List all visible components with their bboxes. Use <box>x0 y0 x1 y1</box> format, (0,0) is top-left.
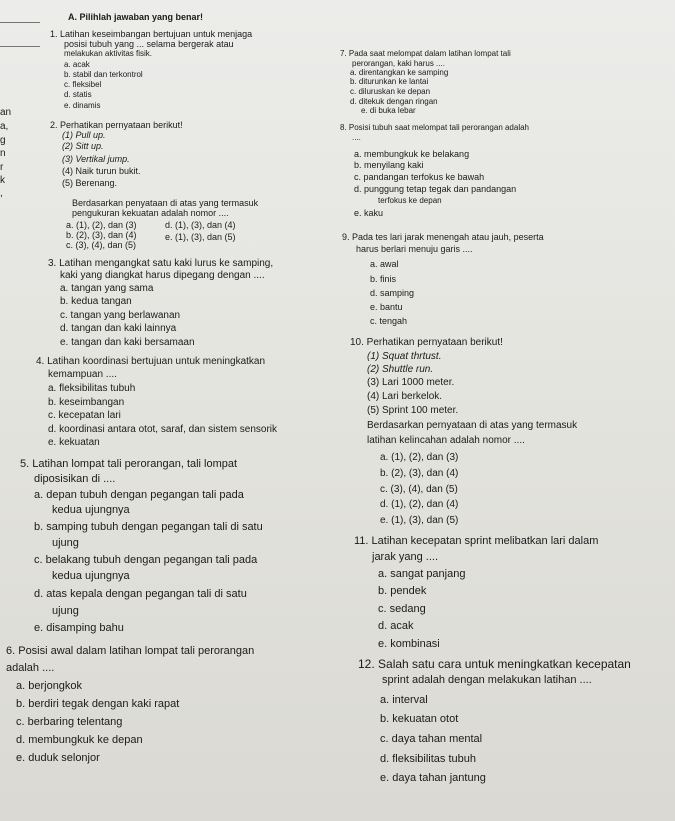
statement-item: (2) Sitt up. <box>62 141 104 151</box>
option: e. (1), (3), dan (5) <box>165 232 236 242</box>
option: b. kedua tangan <box>60 296 132 307</box>
question-stem: Berdasarkan penyataan di atas yang termasuk <box>72 198 259 208</box>
option: c. diluruskan ke depan <box>350 87 431 96</box>
option: e. kaku <box>354 208 384 218</box>
option: c. sedang <box>378 603 426 615</box>
option: e. bantu <box>370 302 403 312</box>
option: d. samping <box>370 288 415 298</box>
edge-letter: n <box>0 148 6 159</box>
option: a. direntangkan ke samping <box>350 68 449 77</box>
option: e. daya tahan jantung <box>380 772 486 784</box>
question-stem: melakukan aktivitas fisik. <box>64 49 153 58</box>
question-stem: 11. Latihan kecepatan sprint melibatkan lari dalam <box>354 535 599 547</box>
question-stem: pengukuran kekuatan adalah nomor .... <box>72 208 229 218</box>
option: d. punggung tetap tegak dan pandangan <box>354 184 517 194</box>
option: a. acak <box>64 60 90 69</box>
option: kedua ujungnya <box>52 570 130 582</box>
statement-item: (4) Lari berkelok. <box>367 391 443 402</box>
edge-letter: g <box>0 135 6 146</box>
question-stem: 12. Salah satu cara untuk meningkatkan kecepatan <box>358 657 631 671</box>
statement-item: (5) Berenang. <box>62 178 118 188</box>
option: ujung <box>52 537 79 549</box>
option: d. atas kepala dengan pegangan tali di satu <box>34 588 247 600</box>
edge-letter: k <box>0 175 5 186</box>
option: b. finis <box>370 274 397 284</box>
statement-item: (3) Lari 1000 meter. <box>367 377 455 388</box>
top-rule-2 <box>0 46 40 47</box>
option: d. tangan dan kaki lainnya <box>60 323 177 334</box>
option: a. interval <box>380 694 428 706</box>
question-stem: 4. Latihan koordinasi bertujuan untuk meningkatkan <box>36 356 266 367</box>
option: e. duduk selonjor <box>16 752 100 764</box>
option: c. tengah <box>370 316 408 326</box>
statement-item: (5) Sprint 100 meter. <box>367 405 459 416</box>
option: e. (1), (3), dan (5) <box>380 515 459 526</box>
option: b. (2), (3), dan (4) <box>66 230 137 240</box>
option: a. berjongkok <box>16 680 83 692</box>
option: d. statis <box>64 90 92 99</box>
option: b. berdiri tegak dengan kaki rapat <box>16 698 180 710</box>
question-stem: 10. Perhatikan pernyataan berikut! <box>350 337 503 348</box>
option: a. depan tubuh dengan pegangan tali pada <box>34 489 244 501</box>
option: b. diturunkan ke lantai <box>350 77 429 86</box>
option: b. menyilang kaki <box>354 160 424 170</box>
option: e. dinamis <box>64 101 101 110</box>
option: a. membungkuk ke belakang <box>354 149 470 159</box>
statement-item: (2) Shuttle run. <box>367 364 434 375</box>
option: d. koordinasi antara otot, saraf, dan sistem sensorik <box>48 424 278 435</box>
question-stem: perorangan, kaki harus .... <box>352 59 445 68</box>
option: e. di buka lebar <box>361 106 416 115</box>
option: e. disamping bahu <box>34 622 124 634</box>
option: e. tangan dan kaki bersamaan <box>60 337 195 348</box>
question-stem: posisi tubuh yang ... selama bergerak atau <box>64 39 234 49</box>
option: d. (1), (3), dan (4) <box>165 220 236 230</box>
option: ujung <box>52 605 79 617</box>
option: a. (1), (2), dan (3) <box>66 220 137 230</box>
option: a. (1), (2), dan (3) <box>380 452 459 463</box>
option: d. fleksibilitas tubuh <box>380 753 476 765</box>
edge-letter: an <box>0 107 12 118</box>
option: kedua ujungnya <box>52 504 130 516</box>
question-stem: latihan kelincahan adalah nomor .... <box>367 435 525 446</box>
question-stem: harus berlari menuju garis .... <box>356 244 473 254</box>
question-stem: Berdasarkan pernyataan di atas yang termasuk <box>367 420 578 431</box>
option: d. membungkuk ke depan <box>16 734 143 746</box>
section-title: A. Pilihlah jawaban yang benar! <box>68 12 204 22</box>
question-stem: jarak yang .... <box>372 551 439 563</box>
option: b. (2), (3), dan (4) <box>380 468 459 479</box>
question-stem: .... <box>352 133 361 142</box>
option: b. stabil dan terkontrol <box>64 70 143 79</box>
question-stem: 9. Pada tes lari jarak menengah atau jauh, peserta <box>342 232 544 242</box>
edge-letter: , <box>0 188 3 199</box>
question-stem: 8. Posisi tubuh saat melompat tali perorangan adalah <box>340 123 530 132</box>
statement-item: (1) Pull up. <box>62 130 106 140</box>
option: d. ditekuk dengan ringan <box>350 97 438 106</box>
question-stem: kaki yang diangkat harus dipegang dengan .... <box>60 270 265 281</box>
option: c. (3), (4), dan (5) <box>66 240 137 250</box>
question-stem: 7. Pada saat melompat dalam latihan lompat tali <box>340 49 511 58</box>
option: a. sangat panjang <box>378 568 466 580</box>
question-stem: sprint adalah dengan melakukan latihan .... <box>382 674 592 686</box>
option: d. (1), (2), dan (4) <box>380 499 459 510</box>
option: b. kekuatan otot <box>380 713 459 725</box>
statement-item: (3) Vertikal jump. <box>62 154 130 164</box>
option: c. berbaring telentang <box>16 716 123 728</box>
edge-letter: a, <box>0 121 9 132</box>
question-stem: diposisikan di .... <box>34 473 116 485</box>
option: a. awal <box>370 259 399 269</box>
option: b. keseimbangan <box>48 397 125 408</box>
option: c. tangan yang berlawanan <box>60 310 181 321</box>
option: b. samping tubuh dengan pegangan tali di satu <box>34 521 263 533</box>
option: a. fleksibilitas tubuh <box>48 383 136 394</box>
option: terfokus ke depan <box>378 196 442 205</box>
option: c. belakang tubuh dengan pegangan tali pada <box>34 554 258 566</box>
option: c. pandangan terfokus ke bawah <box>354 172 485 182</box>
option: a. tangan yang sama <box>60 283 154 294</box>
question-stem: 1. Latihan keseimbangan bertujuan untuk menjaga <box>50 29 253 39</box>
edge-letter: r <box>0 162 4 173</box>
option: c. kecepatan lari <box>48 410 121 421</box>
question-stem: 5. Latihan lompat tali perorangan, tali lompat <box>20 458 238 470</box>
option: e. kekuatan <box>48 437 100 448</box>
top-rule <box>0 22 40 23</box>
option: c. daya tahan mental <box>380 733 483 745</box>
option: b. pendek <box>378 585 427 597</box>
question-stem: 2. Perhatikan pernyataan berikut! <box>50 120 183 130</box>
question-stem: 3. Latihan mengangkat satu kaki lurus ke samping, <box>48 258 274 269</box>
option: e. kombinasi <box>378 638 440 650</box>
option: c. (3), (4), dan (5) <box>380 484 458 495</box>
statement-item: (4) Naik turun bukit. <box>62 166 141 176</box>
option: d. acak <box>378 620 414 632</box>
option: c. fleksibel <box>64 80 102 89</box>
question-stem: adalah .... <box>6 662 55 674</box>
statement-item: (1) Squat thrtust. <box>367 351 442 362</box>
question-stem: 6. Posisi awal dalam latihan lompat tali perorangan <box>6 645 255 657</box>
question-stem: kemampuan .... <box>48 369 117 380</box>
